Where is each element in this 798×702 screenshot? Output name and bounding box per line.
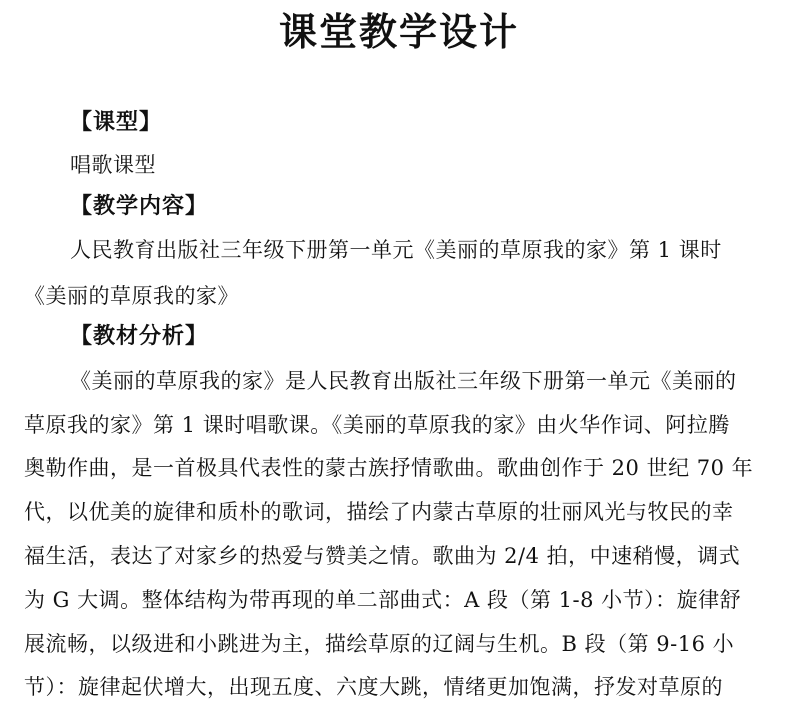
paragraph-line: 人民教育出版社三年级下册第一单元《美丽的草原我的家》第 1 课时 [70, 238, 722, 262]
section-heading-teaching-content: 【教学内容】 [70, 194, 209, 219]
paragraph-line: 《美丽的草原我的家》 [24, 284, 239, 308]
paragraph-line: 节）：旋律起伏增大，出现五度、六度大跳，情绪更加饱满，抒发对草原的 [24, 675, 723, 699]
section-heading-lesson-type: 【课型】 [70, 110, 163, 135]
paragraph-line: 福生活，表达了对家乡的热爱与赞美之情。歌曲为 2/4 拍，中速稍慢，调式 [24, 544, 741, 568]
paragraph-line: 草原我的家》第 1 课时唱歌课。《美丽的草原我的家》由火华作词、阿拉腾 [24, 413, 730, 437]
paragraph-line: 唱歌课型 [70, 153, 156, 177]
section-heading-material-analysis: 【教材分析】 [70, 324, 209, 349]
paragraph-line: 代，以优美的旋律和质朴的歌词，描绘了内蒙古草原的壮丽风光与牧民的幸 [24, 500, 734, 524]
paragraph-line: 为 G 大调。整体结构为带再现的单二部曲式：A 段（第 1-8 小节）：旋律舒 [24, 588, 742, 612]
paragraph-line: 展流畅，以级进和小跳进为主，描绘草原的辽阔与生机。B 段（第 9-16 小 [24, 632, 735, 656]
paragraph-line: 奥勒作曲，是一首极具代表性的蒙古族抒情歌曲。歌曲创作于 20 世纪 70 年 [24, 456, 754, 480]
paragraph-line: 《美丽的草原我的家》是人民教育出版社三年级下册第一单元《美丽的 [70, 369, 737, 393]
document-title: 课堂教学设计 [278, 10, 519, 54]
